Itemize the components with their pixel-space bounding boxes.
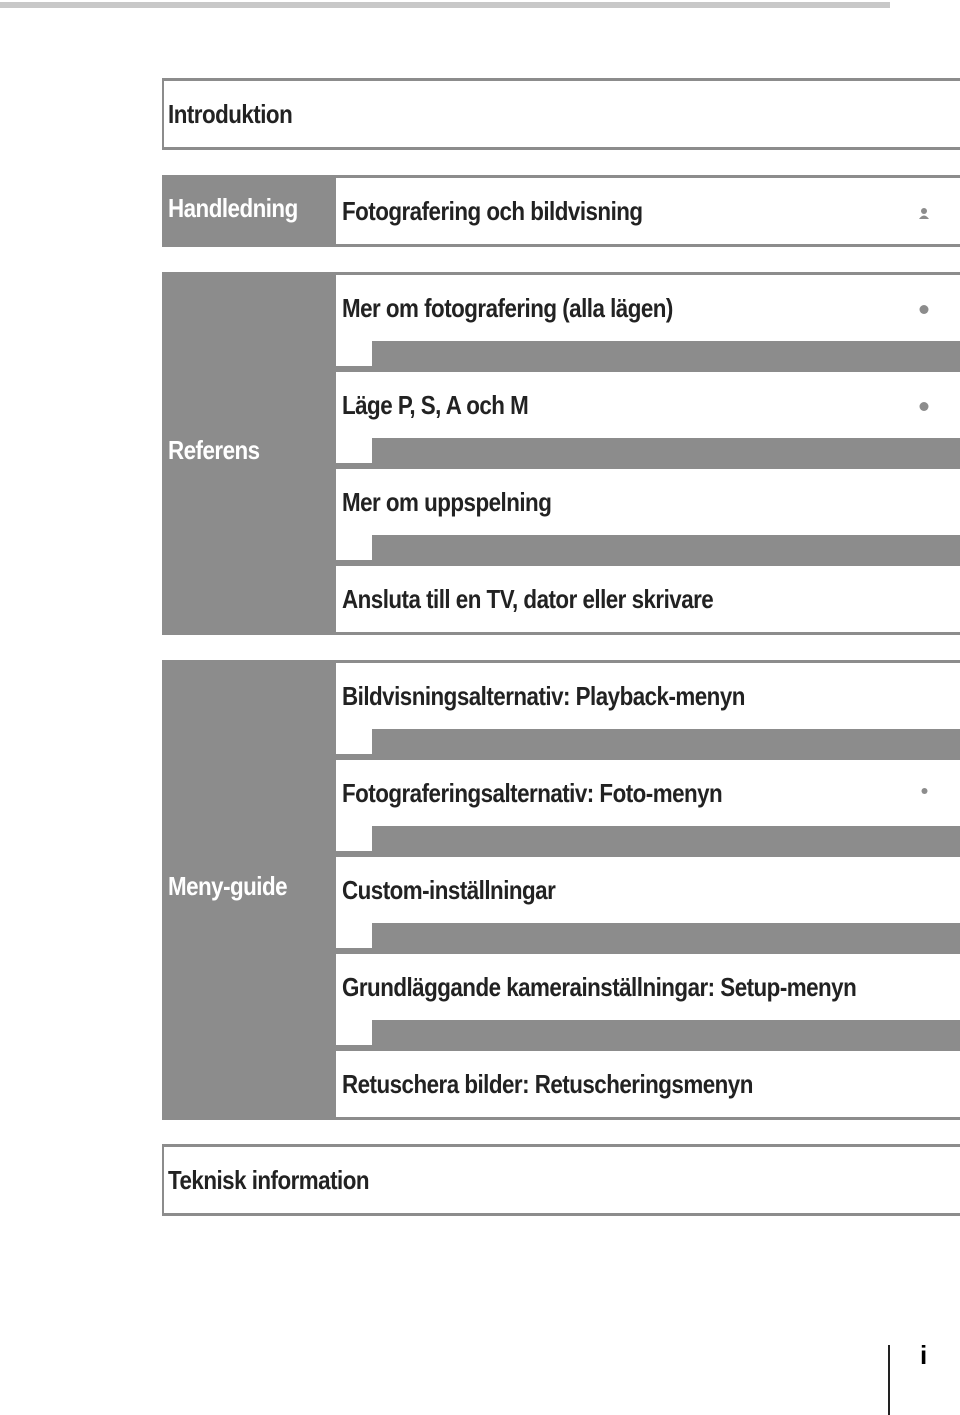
technical-notes-icon — [888, 1147, 960, 1213]
row-connector — [336, 923, 372, 948]
toc-entry-label: Introduktion — [168, 99, 293, 129]
camera-icon — [888, 372, 960, 438]
retouch-menu-icon — [888, 1051, 960, 1117]
camera-person-icon — [888, 178, 960, 244]
connection-icon — [888, 566, 960, 632]
playback-menu-icon — [888, 663, 960, 729]
toc-entry-label: Fotograferingsalternativ: Foto-menyn — [342, 778, 723, 808]
toc-entry-label: Custom-inställningar — [342, 875, 556, 905]
section-label-referens: Referens — [168, 435, 260, 465]
section-meny-guide — [162, 660, 960, 1120]
toc-entry-label: Ansluta till en TV, dator eller skrivare — [342, 584, 714, 614]
row-connector — [336, 729, 372, 754]
row-connector — [336, 341, 372, 366]
toc-entry-label: Mer om fotografering (alla lägen) — [342, 293, 673, 323]
toc-entry-label: Fotografering och bildvisning — [342, 196, 643, 226]
toc-entry-ansluta[interactable] — [336, 566, 960, 632]
row-connector — [336, 438, 372, 463]
toc-entry-fotografering-och-bildvisning[interactable] — [336, 178, 960, 244]
toc-entry-label: Mer om uppspelning — [342, 487, 552, 517]
section-introduktion — [162, 78, 960, 150]
page-number-rule — [888, 1345, 890, 1415]
top-rule — [0, 2, 890, 8]
playback-icon — [888, 469, 960, 535]
row-connector — [336, 826, 372, 851]
toc-entry-setup-menyn[interactable] — [336, 954, 960, 1020]
row-connector — [336, 1020, 372, 1045]
toc-entry-label: Läge P, S, A och M — [342, 390, 529, 420]
toc-entry-label: Teknisk information — [168, 1165, 369, 1195]
toc-entry-foto-menyn[interactable] — [336, 760, 960, 826]
section-label-handledning: Handledning — [168, 193, 298, 223]
toc-entry-lage-psam[interactable] — [336, 372, 960, 438]
page-number: i — [920, 1340, 928, 1370]
weathervane-icon — [888, 81, 960, 147]
toc-entry-label: Grundläggande kamerainställningar: Setup-menyn — [342, 972, 857, 1002]
toc-entry-custom-installningar[interactable] — [336, 857, 960, 923]
toc-entry-playback-menyn[interactable] — [336, 663, 960, 729]
toc-entry-label: Bildvisningsalternativ: Playback-menyn — [342, 681, 745, 711]
section-label-meny-guide: Meny-guide — [168, 871, 288, 901]
section-referens — [162, 272, 960, 635]
toc-entry-retuscheringsmenyn[interactable] — [336, 1051, 960, 1117]
setup-menu-icon — [888, 954, 960, 1020]
section-handledning — [162, 175, 960, 247]
toc-entry-mer-om-fotografering[interactable] — [336, 275, 960, 341]
camera-icon — [888, 275, 960, 341]
shooting-menu-icon — [888, 760, 960, 826]
toc-entry-label: Retuschera bilder: Retuscheringsmenyn — [342, 1069, 753, 1099]
toc-entry-teknisk-information[interactable] — [164, 1147, 960, 1213]
toc-entry-mer-om-uppspelning[interactable] — [336, 469, 960, 535]
section-teknisk-information — [162, 1144, 960, 1216]
row-connector — [336, 535, 372, 560]
toc-entry-introduktion[interactable] — [164, 81, 960, 147]
custom-settings-icon — [888, 857, 960, 923]
